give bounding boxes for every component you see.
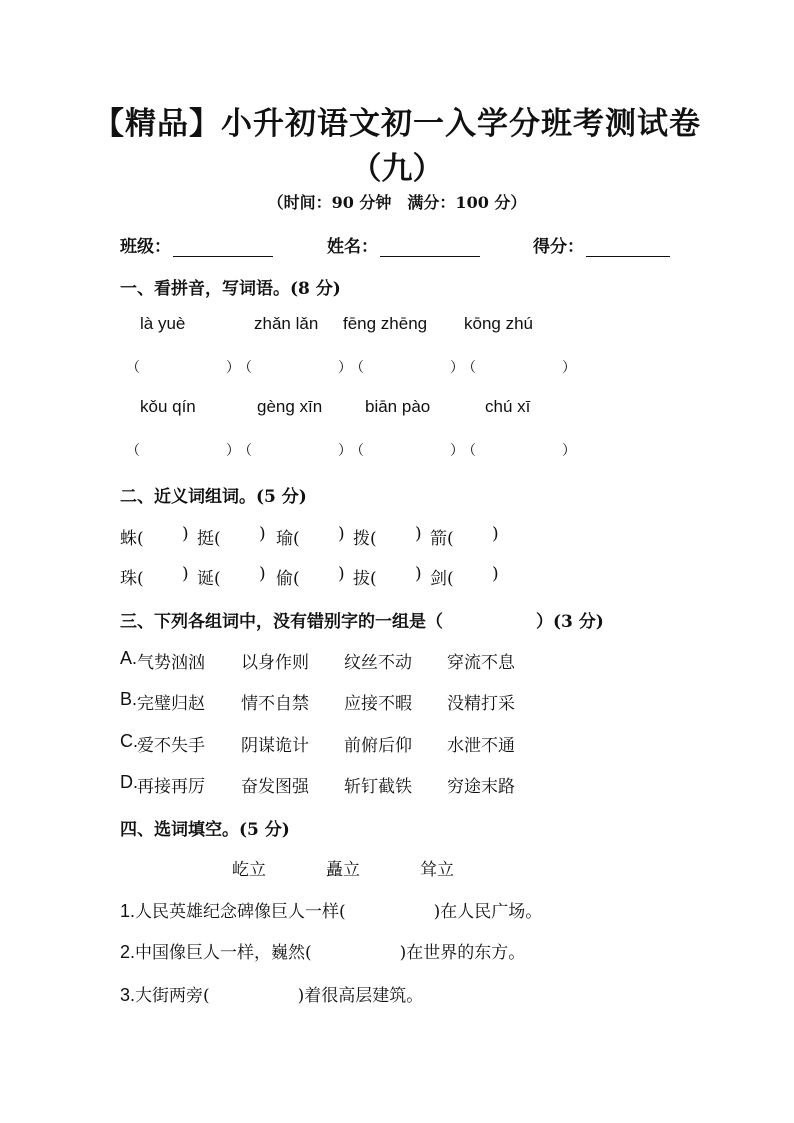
synonym-close: ): [182, 564, 189, 584]
option-letter: A.: [120, 648, 138, 668]
name-blank[interactable]: [380, 238, 480, 257]
synonym-item: 瑜(: [276, 529, 300, 549]
section1-heading: 一、看拼音，写词语。(8 分): [120, 279, 341, 299]
option-row-d: [120, 772, 515, 797]
synonym-item: 挺(: [197, 529, 221, 549]
option-word: 情不自禁: [241, 694, 309, 714]
answer-paren-open: （: [238, 360, 252, 376]
item-text-after: )在人民广场。: [433, 902, 543, 922]
answer-paren-close: ）: [226, 443, 240, 459]
section3-heading-tail: ）(3 分): [536, 612, 604, 632]
option-word: 气势汹汹: [137, 653, 205, 673]
option-row-c: [120, 731, 515, 756]
fill-item-3: [120, 981, 423, 1006]
pinyin: kōng zhú: [464, 314, 533, 333]
name-field: [327, 232, 480, 257]
pinyin: chú xī: [485, 397, 531, 416]
class-label: 班级：: [120, 237, 171, 257]
synonym-item: 蛛(: [120, 529, 144, 549]
item-text-after: )着很高层建筑。: [297, 986, 424, 1006]
answer-paren-close: ）: [226, 360, 240, 376]
pinyin: zhǎn lǎn: [254, 314, 319, 333]
score-label: 得分：: [533, 237, 584, 257]
name-label: 姓名：: [327, 237, 378, 257]
word-choice: 屹立: [232, 860, 266, 880]
section4-heading: 四、选词填空。(5 分): [120, 820, 290, 840]
option-letter: B.: [120, 689, 138, 709]
option-word: 爱不失手: [137, 736, 205, 756]
synonym-close: ): [182, 524, 189, 544]
synonym-close: ): [492, 564, 499, 584]
synonym-close: ): [259, 524, 266, 544]
pinyin: fēng zhēng: [343, 314, 428, 333]
answer-paren-open: （: [350, 360, 364, 376]
fill-item-1: [120, 897, 542, 922]
answer-paren-close: ）: [450, 443, 464, 459]
synonym-close: ): [259, 564, 266, 584]
score-blank[interactable]: [586, 238, 670, 257]
score-field: [533, 232, 670, 257]
option-word: 纹丝不动: [344, 653, 412, 673]
pinyin: biān pào: [365, 397, 431, 416]
option-word: 水泄不通: [447, 736, 515, 756]
item-text-before: 人民英雄纪念碑像巨人一样(: [135, 902, 346, 922]
synonym-close: ): [338, 524, 345, 544]
item-text-after: )在世界的东方。: [399, 943, 526, 963]
class-field: [120, 232, 273, 257]
item-number: 2.: [120, 942, 136, 962]
answer-paren-close: ）: [562, 443, 576, 459]
synonym-close: ): [338, 564, 345, 584]
item-text-before: 大街两旁(: [135, 986, 210, 1006]
synonym-close: ): [492, 524, 499, 544]
answer-paren-open: （: [126, 360, 140, 376]
option-word: 完璧归赵: [137, 694, 205, 714]
fill-item-2: [120, 938, 525, 963]
option-word: 阴谋诡计: [241, 736, 309, 756]
option-word: 穿流不息: [447, 653, 515, 673]
synonym-close: ): [415, 524, 422, 544]
synonym-item: 诞(: [197, 569, 221, 589]
synonym-close: ): [415, 564, 422, 584]
answer-paren-close: ）: [562, 360, 576, 376]
option-letter: D.: [120, 772, 138, 792]
word-choice: 矗立: [326, 860, 360, 880]
synonym-item: 拨(: [353, 529, 377, 549]
answer-paren-close: ）: [338, 443, 352, 459]
pinyin: kǒu qín: [140, 397, 196, 416]
option-word: 斩钉截铁: [344, 777, 412, 797]
exam-meta: （时间：90 分钟 满分：100 分）: [267, 193, 527, 212]
answer-paren-close: ）: [450, 360, 464, 376]
answer-paren-close: ）: [338, 360, 352, 376]
pinyin: là yuè: [140, 314, 186, 333]
option-word: 前俯后仰: [344, 736, 412, 756]
section2-heading: 二、近义词组词。(5 分): [120, 487, 307, 507]
answer-paren-open: （: [462, 443, 476, 459]
option-word: 再接再厉: [137, 777, 205, 797]
page-title-sub: （九）: [350, 151, 444, 187]
option-word: 奋发图强: [241, 777, 309, 797]
option-word: 穷途末路: [447, 777, 515, 797]
synonym-item: 拔(: [353, 569, 377, 589]
option-row-b: [120, 689, 515, 714]
word-choice: 耸立: [420, 860, 454, 880]
option-word: 以身作则: [241, 653, 309, 673]
option-word: 没精打采: [447, 694, 515, 714]
synonym-item: 珠(: [120, 569, 144, 589]
item-number: 3.: [120, 985, 136, 1005]
answer-paren-open: （: [126, 443, 140, 459]
answer-paren-open: （: [238, 443, 252, 459]
option-letter: C.: [120, 731, 138, 751]
synonym-item: 箭(: [430, 529, 454, 549]
answer-paren-open: （: [350, 443, 364, 459]
synonym-item: 剑(: [430, 569, 454, 589]
section3-heading: 三、下列各组词中，没有错别字的一组是（: [120, 612, 443, 632]
pinyin: gèng xīn: [257, 397, 323, 416]
option-word: 应接不暇: [344, 694, 412, 714]
item-number: 1.: [120, 901, 136, 921]
item-text-before: 中国像巨人一样，巍然(: [135, 943, 312, 963]
option-row-a: [120, 648, 515, 673]
page-title: 【精品】小升初语文初一入学分班考测试卷: [93, 106, 701, 142]
synonym-item: 偷(: [276, 569, 300, 589]
answer-paren-open: （: [462, 360, 476, 376]
class-blank[interactable]: [173, 238, 273, 257]
